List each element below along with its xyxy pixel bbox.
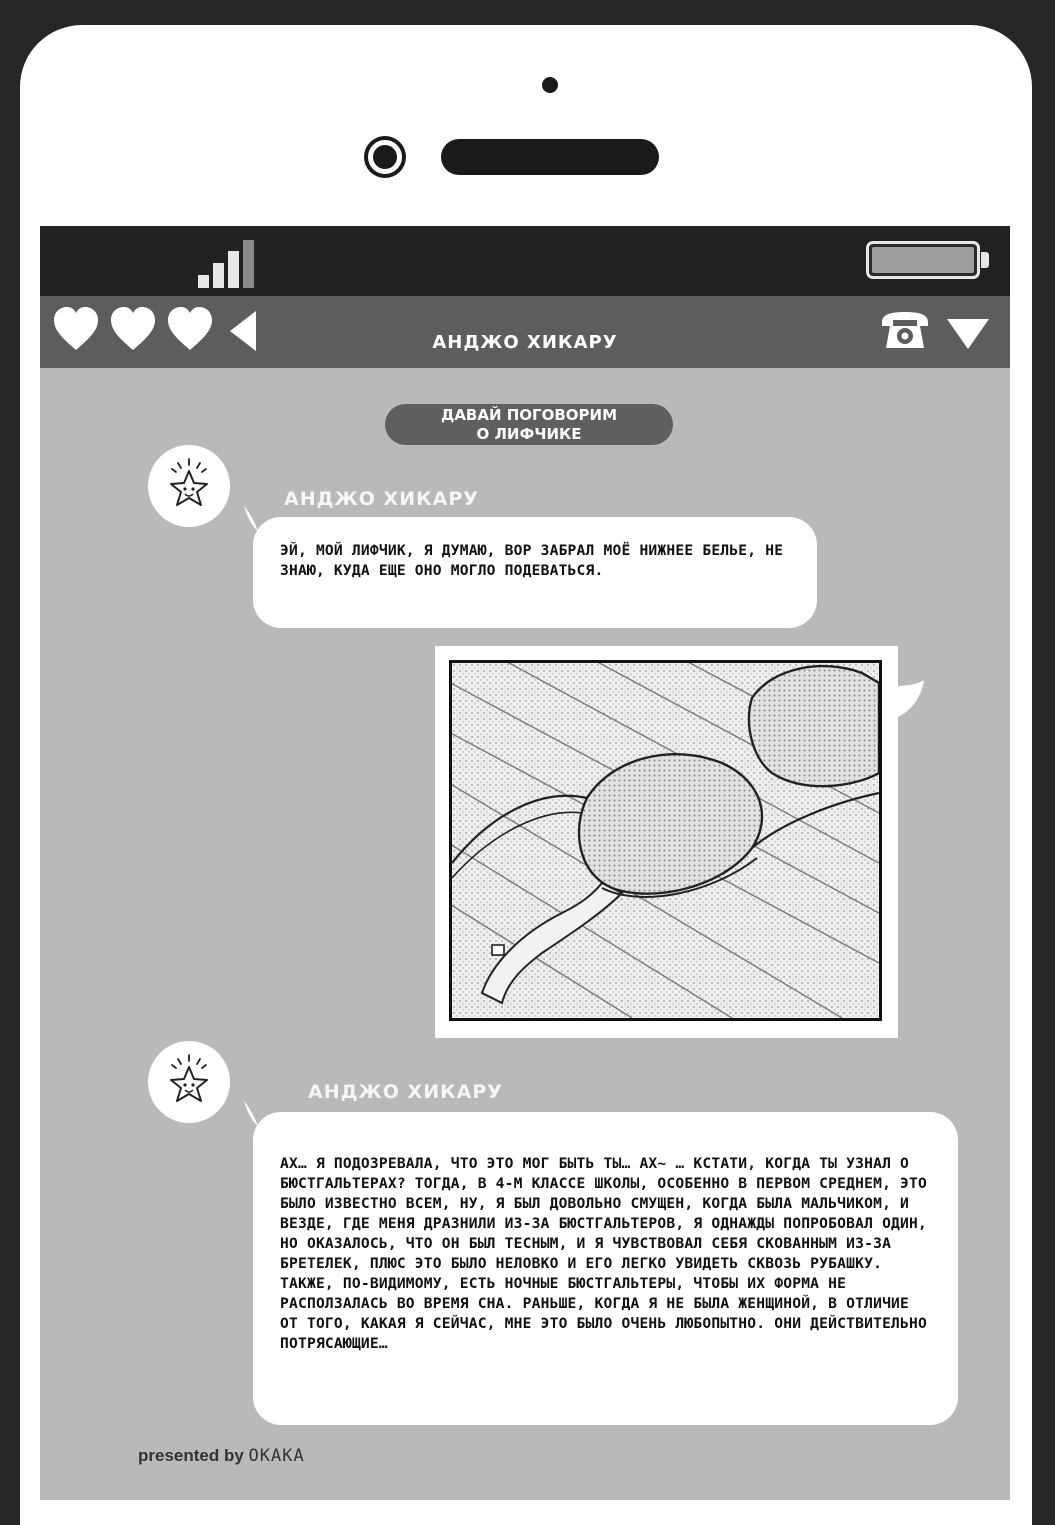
status-bar [40,226,1010,296]
credit-name: OKAKA [248,1446,305,1466]
chat-header [40,296,1010,368]
chat-screen [40,226,1010,1500]
star-face-icon [148,445,230,527]
topic-pill [385,404,673,445]
earpiece [441,139,659,175]
message-text: АХ… Я ПОДОЗРЕВАЛА, ЧТО ЭТО МОГ БЫТЬ ТЫ… АХ~ … КСТАТИ, КОГДА ТЫ УЗНАЛ О БЮСТГАЛЬТЕРАХ? ТОГДА, В 4-М КЛАССЕ ШКОЛЫ, ОСОБЕННО В ПЕРВОМ СРЕДНЕМ, ЭТО БЫЛО ИЗВЕСТНО ВСЕМ, НУ, Я БЫЛ ДОВОЛЬНО СМУЩЕН, КОГДА БЫЛА МАЛЬЧИКОМ, И ВЕЗДЕ, ГДЕ МЕНЯ ДРАЗНИЛИ ИЗ-ЗА БЮСТГАЛЬТЕРОВ, Я ОДНАЖДЫ ПОПРОБОВАЛ ОДИН, НО ОКАЗАЛОСЬ, ЧТО ОН БЫЛ ТЕСНЫМ, И Я ЧУВСТВОВАЛ СЕБЯ СКОВАННЫМ ИЗ-ЗА БРЕТЕЛЕК, ПЛЮС ЭТО БЫЛО НЕЛОВКО И ЕГО ЛЕГКО УВИДЕТЬ СКВОЗЬ РУБАШКУ. ТАКЖЕ, ПО-ВИДИМОМУ, ЕСТЬ НОЧНЫЕ БЮСТГАЛЬТЕРЫ, ЧТОБЫ ИХ ФОРМА НЕ РАСПОЛЗАЛАСЬ ВО ВРЕМЯ СНА. РАНЬШЕ, КОГДА Я НЕ БЫЛА ЖЕНЩИНОЙ, В ОТЛИЧИЕ ОТ ТОГО, КАКАЯ Я СЕЙЧАС, МНЕ ЭТО БЫЛО ОЧЕНЬ ЛЮБОПЫТНО. ОНИ ДЕЙСТВИТЕЛЬНО ПОТРЯСАЮЩИЕ… [280,1155,928,1352]
dropdown-triangle-icon[interactable] [946,318,990,350]
star-face-icon [148,1041,230,1123]
credit-line [138,1446,305,1466]
message-bubble[interactable] [253,517,817,628]
speaker-dot [542,77,558,93]
battery-icon [866,241,980,279]
message-sender: АНДЖО ХИКАРУ [284,488,479,510]
message-text: ЭЙ, МОЙ ЛИФЧИК, Я ДУМАЮ, ВОР ЗАБРАЛ МОЁ НИЖНЕЕ БЕЛЬЕ, НЕ ЗНАЮ, КУДА ЕЩЕ ОНО МОГЛО ПОДЕВАТЬСЯ. [280,542,784,579]
camera-icon [368,140,402,174]
battery-tip [981,252,989,268]
topic-line-1: ДАВАЙ ПОГОВОРИМ [440,406,618,424]
topic-line-2: О ЛИФЧИКЕ [476,425,582,443]
contact-name: АНДЖО ХИКАРУ [432,332,618,353]
bra-photo[interactable] [449,660,882,1021]
credit-prefix: presented by [138,1446,244,1465]
message-bubble[interactable] [253,1112,958,1425]
telephone-icon[interactable] [878,310,932,350]
avatar[interactable] [148,1041,230,1123]
avatar[interactable] [148,445,230,527]
image-message[interactable] [435,646,898,1038]
signal-bars-icon [198,238,260,288]
message-sender: АНДЖО ХИКАРУ [308,1081,503,1103]
bubble-tail [896,680,926,720]
